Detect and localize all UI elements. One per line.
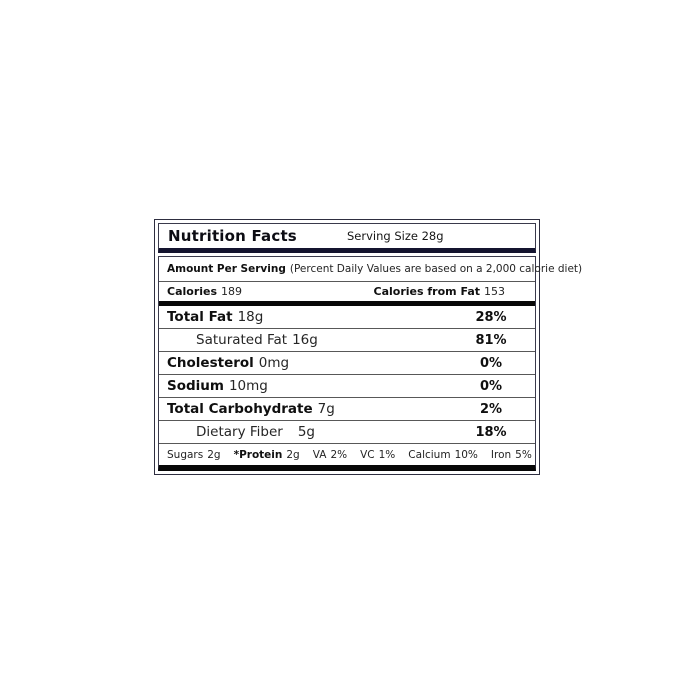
footer-value: 10% [454, 448, 478, 461]
footer-item-calcium [408, 449, 478, 461]
footer-item-vitamin-c [360, 449, 395, 461]
nutrient-amount: 7g [317, 401, 335, 417]
footer-item-vitamin-a [313, 449, 347, 461]
calories-from-fat-label: Calories from Fat [373, 285, 480, 298]
footer-label: *Protein [233, 448, 283, 461]
footer-value: 2g [207, 448, 221, 461]
nutrient-name: Sodium [167, 378, 224, 394]
nutrient-row-cholesterol [159, 352, 535, 375]
footer-label: VA [312, 448, 327, 461]
daily-value: 18% [475, 424, 507, 440]
nutrient-amount: 5g [297, 424, 315, 440]
nutrient-name: Saturated Fat [196, 332, 288, 348]
serving-size: Serving Size 28g [347, 229, 444, 243]
nutrient-amount: 18g [237, 309, 264, 325]
calories-from-fat-value: 153 [484, 285, 505, 298]
footer-item-protein [234, 449, 300, 461]
footer-value: 2% [330, 448, 348, 461]
nutrient-row-total-carbohydrate [159, 398, 535, 421]
nutrient-amount: 10mg [228, 378, 268, 394]
nutrition-facts-label [154, 219, 583, 475]
micronutrients-row [159, 444, 535, 465]
calories-label: Calories [167, 285, 218, 298]
daily-values-note: (Percent Daily Values are based on a 2,000 calorie diet) [289, 263, 583, 275]
nutrient-row-dietary-fiber [159, 421, 535, 444]
nutrient-row-total-fat [159, 306, 535, 329]
amount-per-serving-label: Amount Per Serving [167, 263, 286, 275]
nutrient-row-saturated-fat [159, 329, 535, 352]
daily-value: 81% [475, 332, 507, 348]
nutrient-name: Dietary Fiber [196, 424, 283, 440]
daily-value: 0% [479, 378, 503, 394]
daily-value: 0% [479, 355, 503, 371]
footer-item-iron [491, 449, 532, 461]
footer-label: VC [360, 448, 375, 461]
daily-value: 28% [475, 309, 507, 325]
footer-label: Iron [490, 448, 512, 461]
footer-label: Calcium [408, 448, 451, 461]
label-header [158, 223, 536, 253]
calories-row [159, 282, 535, 306]
nutrient-row-sodium [159, 375, 535, 398]
calories-group [167, 285, 242, 298]
label-title: Nutrition Facts [168, 227, 297, 245]
label-body [158, 256, 583, 471]
nutrient-name: Total Fat [167, 309, 233, 325]
calories-from-fat-group [374, 285, 505, 298]
footer-value: 2g [286, 448, 300, 461]
nutrient-name: Total Carbohydrate [167, 401, 313, 417]
daily-value: 2% [479, 401, 503, 417]
nutrient-amount: 0mg [258, 355, 290, 371]
footer-value: 5% [515, 448, 532, 461]
footer-value: 1% [378, 448, 396, 461]
amount-per-serving-row [159, 257, 583, 282]
nutrient-amount: 16g [292, 332, 318, 348]
nutrient-name: Cholesterol [167, 355, 254, 371]
calories-value: 189 [221, 285, 243, 298]
footer-label: Sugars [167, 448, 204, 461]
footer-item-sugars [167, 449, 221, 461]
